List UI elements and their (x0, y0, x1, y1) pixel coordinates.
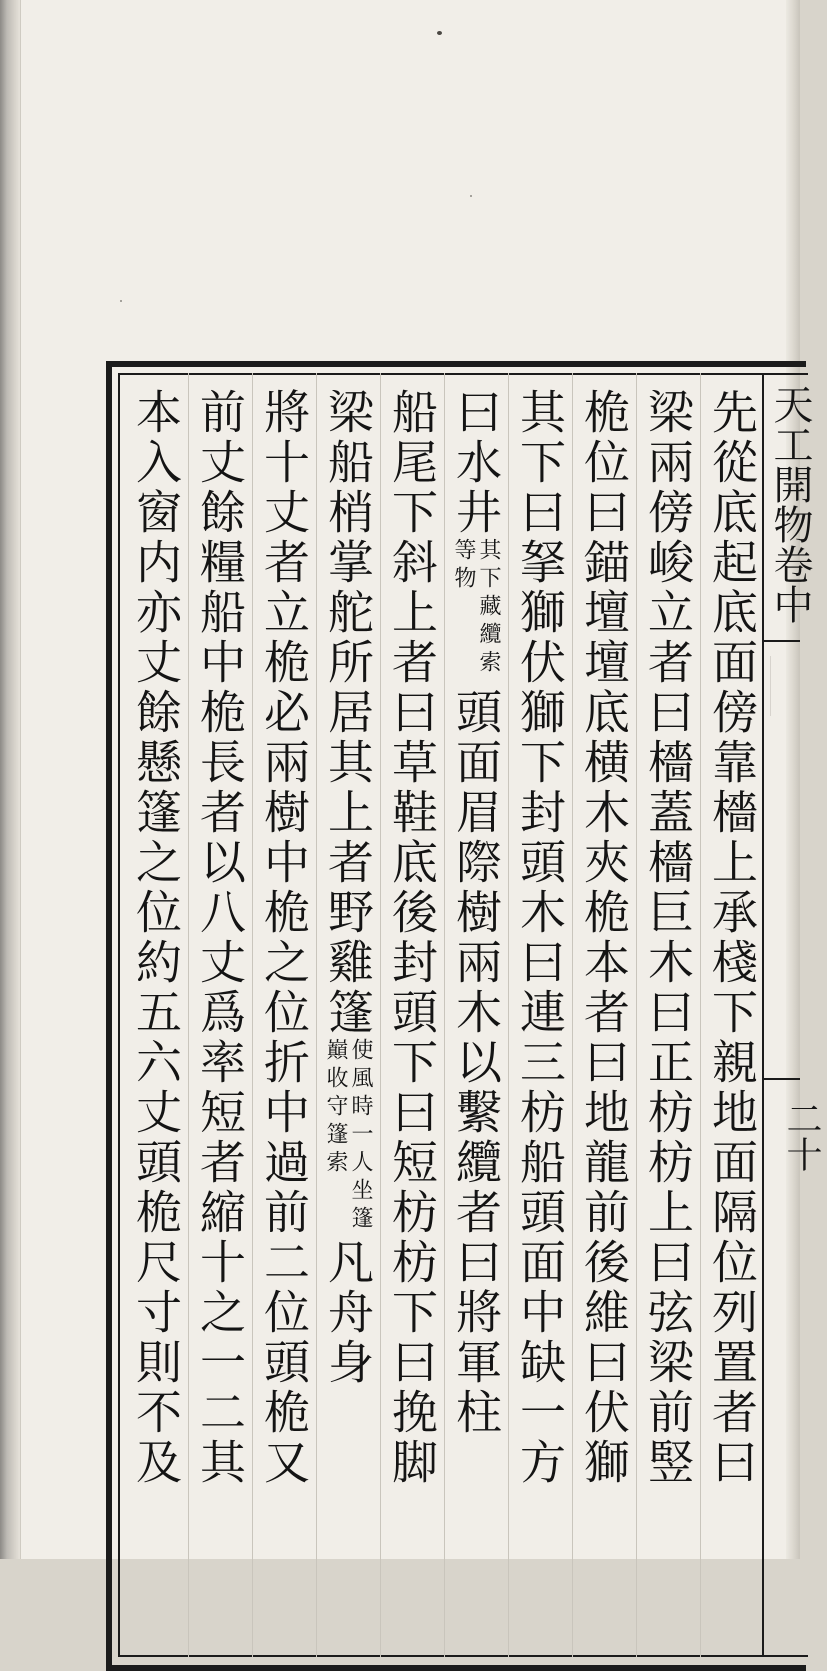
text-column-4 (515, 388, 565, 1648)
book-title-margin: 天工開物卷中 (767, 384, 813, 624)
column-rule (572, 373, 573, 1657)
column-rule (188, 373, 189, 1657)
column-main-text: 前丈餘糧船中桅長者以八丈爲率短者縮十之一二其 (193, 388, 247, 1488)
column-main-text: 本入窗内亦丈餘懸篷之位約五六丈頭桅尺寸則不及 (129, 388, 183, 1488)
interlinear-note: 使風時一人坐篷巔收守篷索 (323, 1038, 373, 1234)
column-main-text: 梁船梢掌舵所居其上者野雞篷 (321, 388, 375, 1038)
paper-speck (470, 195, 472, 197)
center-fold-line (762, 373, 764, 1657)
text-column-3 (579, 388, 629, 1648)
text-column-2 (643, 388, 693, 1648)
column-rule (316, 373, 317, 1657)
text-column-1 (707, 388, 757, 1648)
faint-fishtail-mark (770, 656, 801, 716)
column-main-text: 其下曰拏獅伏獅下封頭木曰連三枋船頭面中缺一方 (513, 388, 567, 1488)
text-column-6 (387, 388, 437, 1648)
column-main-text-continued: 凡舟身 (321, 1238, 375, 1388)
column-main-text-continued: 頭面眉際樹兩木以繫纜者曰將軍柱 (449, 688, 503, 1438)
column-main-text: 船尾下斜上者曰草鞋底後封頭下曰短枋枋下曰挽脚 (385, 388, 439, 1488)
text-column-9 (195, 388, 245, 1648)
column-main-text: 桅位曰錨壇壇底横木夾桅本者曰地龍前後維曰伏獅 (577, 388, 631, 1488)
center-fold-rule (764, 1078, 800, 1080)
column-main-text: 曰水井 (449, 388, 503, 538)
column-rule (508, 373, 509, 1657)
column-rule (252, 373, 253, 1657)
text-column-5 (451, 388, 501, 1648)
center-fold-rule (764, 640, 800, 642)
column-main-text: 先從底起底面傍靠檣上承棧下親地面隔位列置者曰 (705, 388, 759, 1488)
column-rule (380, 373, 381, 1657)
paper-speck (120, 300, 122, 302)
interlinear-note: 其下藏纜索等物 (451, 538, 501, 678)
text-column-10 (131, 388, 181, 1648)
column-rule (700, 373, 701, 1657)
column-main-text: 將十丈者立桅必兩樹中桅之位折中過前二位頭桅又 (257, 388, 311, 1488)
column-rule (444, 373, 445, 1657)
folio-number: 二十 (781, 1100, 822, 1172)
column-main-text: 梁兩傍峻立者曰檣蓋檣巨木曰正枋枋上曰弦梁前竪 (641, 388, 695, 1488)
column-rule (636, 373, 637, 1657)
text-column-8 (259, 388, 309, 1648)
text-column-7 (323, 388, 373, 1648)
book-spine-edge (0, 0, 21, 1559)
paper-speck (437, 31, 442, 35)
